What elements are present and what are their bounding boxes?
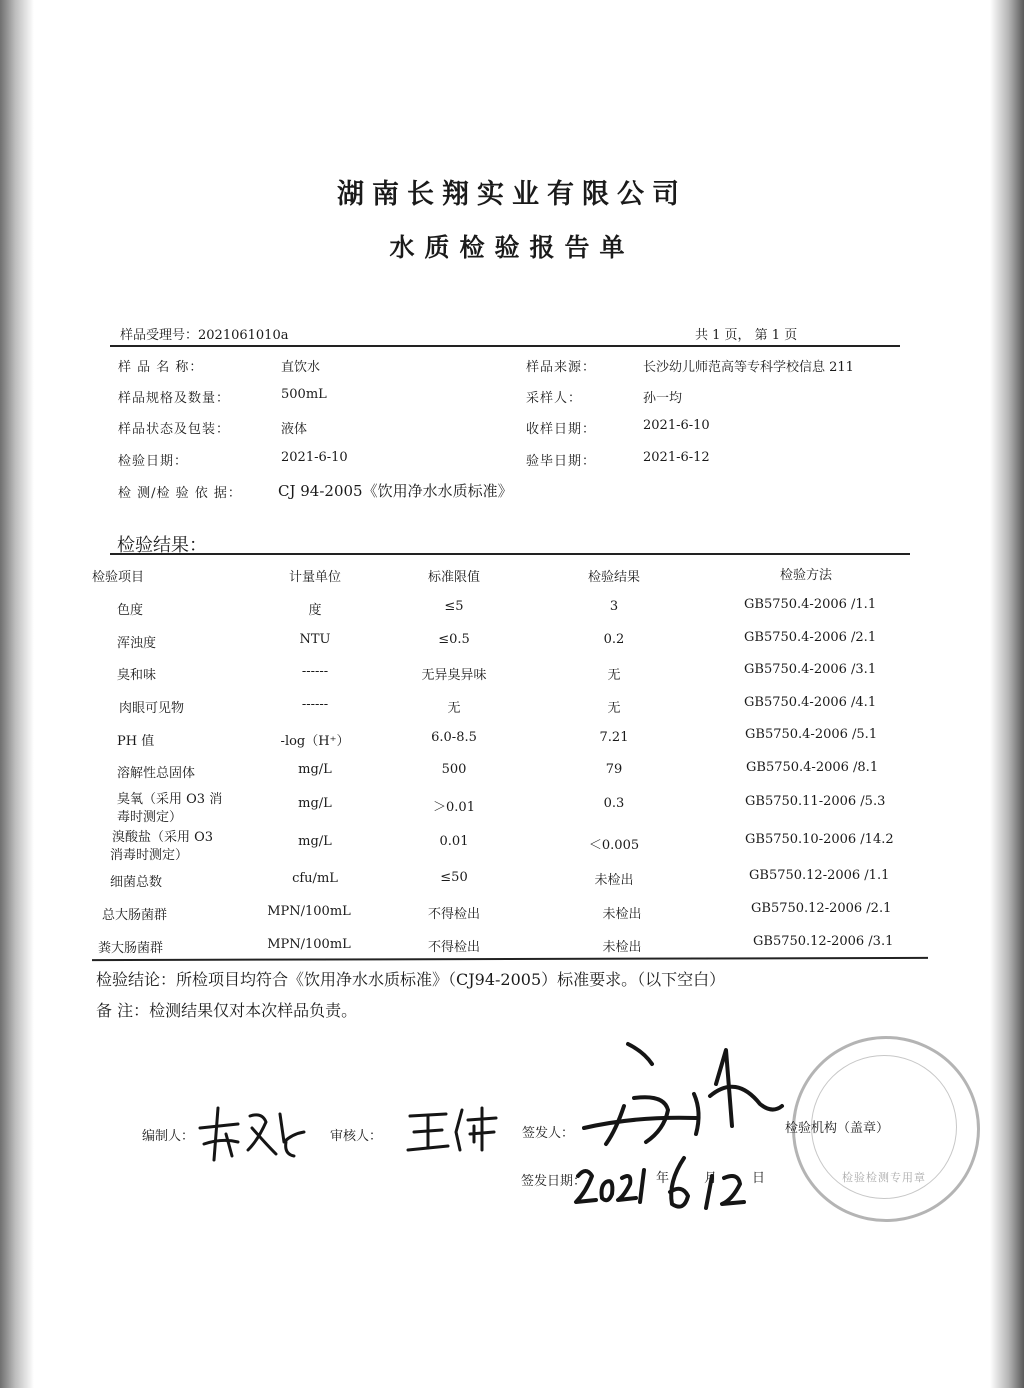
result-item: 色度 (117, 603, 144, 618)
result-item: 肉眼可见物 (119, 701, 185, 716)
issue-date-handwritten (572, 1152, 782, 1222)
result-unit: -log（H⁺） (280, 734, 350, 749)
reviewer-signature (404, 1104, 504, 1156)
test-date-value: 2021-6-10 (281, 450, 348, 465)
result-unit: ------ (301, 697, 329, 712)
result-method: GB5750.4-2006 /4.1 (744, 695, 877, 710)
result-value: 7.21 (599, 730, 629, 745)
sample-name-label: 样 品 名 称： (118, 360, 204, 375)
result-unit: 度 (308, 603, 322, 618)
issue-date-label: 签发日期： (521, 1174, 587, 1189)
result-limit: 无异臭异味 (421, 668, 487, 683)
result-item: 溴酸盐（采用 O3 (112, 830, 214, 845)
col-header-limit: 标准限值 (427, 570, 480, 585)
sample-state-label: 样品状态及包装： (118, 422, 231, 437)
report-title: 水质检验报告单 (389, 233, 635, 262)
result-method: GB5750.12-2006 /3.1 (753, 934, 894, 949)
col-header-result: 检验结果 (587, 570, 640, 585)
result-method: GB5750.4-2006 /2.1 (744, 630, 877, 645)
result-unit: NTU (299, 632, 331, 647)
test-basis-label: 检 测/检 验 依 据： (118, 486, 242, 501)
result-limit: ≤5 (444, 599, 464, 614)
result-value: ＜0.005 (588, 838, 640, 853)
result-limit: 6.0-8.5 (431, 730, 477, 745)
results-bottom-divider (92, 957, 928, 961)
sampler-label: 采样人： (526, 391, 583, 406)
result-limit: ≤0.5 (438, 632, 470, 647)
result-unit: cfu/mL (292, 871, 338, 886)
sample-spec-value: 500mL (281, 387, 327, 402)
result-item-line2: 消毒时测定） (110, 848, 189, 863)
conclusion-text: 检验结论：所检项目均符合《饮用净水水质标准》（CJ94-2005）标准要求。（以下空白） (96, 970, 726, 989)
result-value: 无 (607, 668, 621, 683)
result-method: GB5750.4-2006 /3.1 (744, 662, 877, 677)
result-unit: mg/L (298, 762, 332, 777)
result-value: 无 (607, 701, 621, 716)
page-info: 共 1 页， 第 1 页 (695, 328, 798, 343)
col-header-unit: 计量单位 (288, 570, 341, 585)
test-basis-value: CJ 94-2005《饮用净水水质标准》 (278, 482, 513, 500)
result-limit: ＞0.01 (433, 800, 475, 815)
day-label: 日 (752, 1171, 766, 1186)
sample-source-label: 样品来源： (526, 360, 597, 375)
result-limit: 无 (447, 701, 461, 716)
received-date-label: 收样日期： (526, 422, 597, 437)
finish-date-label: 验毕日期： (526, 454, 597, 469)
results-top-divider (110, 553, 910, 555)
remark-text: 备 注：检测结果仅对本次样品负责。 (96, 1001, 358, 1020)
result-method: GB5750.11-2006 /5.3 (745, 794, 886, 809)
result-unit: mg/L (298, 796, 332, 811)
result-method: GB5750.4-2006 /5.1 (745, 727, 878, 742)
result-item: 粪大肠菌群 (98, 941, 164, 956)
result-value: 3 (609, 599, 619, 614)
result-value: 未检出 (594, 873, 634, 888)
issuer-signature (576, 1034, 786, 1154)
result-method: GB5750.10-2006 /14.2 (745, 832, 894, 847)
reviewer-label: 审核人： (330, 1129, 383, 1144)
result-item: 臭和味 (117, 668, 157, 683)
year-label: 年 (656, 1171, 670, 1186)
sample-state-value: 液体 (281, 422, 308, 437)
result-item: 溶解性总固体 (117, 766, 196, 781)
receipt-number: 样品受理号：2021061010a (120, 328, 289, 343)
result-value: 未检出 (602, 940, 642, 955)
col-header-method: 检验方法 (779, 568, 832, 583)
result-item: PH 值 (117, 734, 155, 749)
result-method: GB5750.4-2006 /8.1 (746, 760, 879, 775)
col-header-item: 检验项目 (91, 570, 144, 585)
result-limit: 0.01 (439, 834, 469, 849)
result-item-line2: 毒时测定） (117, 810, 183, 825)
company-title: 湖南长翔实业有限公司 (337, 179, 687, 210)
result-method: GB5750.12-2006 /1.1 (749, 868, 890, 883)
result-limit: ≤50 (440, 870, 468, 885)
result-value: 0.3 (603, 796, 625, 811)
month-label: 月 (704, 1171, 718, 1186)
test-date-label: 检验日期： (118, 454, 189, 469)
result-unit: MPN/100mL (267, 904, 351, 919)
received-date-value: 2021-6-10 (643, 418, 710, 433)
result-unit: MPN/100mL (267, 937, 351, 952)
result-limit: 500 (441, 762, 467, 777)
result-limit: 不得检出 (427, 907, 480, 922)
sampler-value: 孙一均 (643, 391, 683, 406)
result-unit: ------ (301, 664, 329, 679)
agency-seal-label: 检验机构（盖章） (785, 1121, 890, 1136)
result-value: 0.2 (603, 632, 625, 647)
result-method: GB5750.12-2006 /2.1 (751, 901, 892, 916)
finish-date-value: 2021-6-12 (643, 450, 710, 465)
results-section-title: 检验结果： (117, 535, 207, 556)
result-limit: 不得检出 (427, 940, 480, 955)
sample-name-value: 直饮水 (281, 360, 321, 375)
issuer-label: 签发人： (522, 1126, 575, 1141)
sample-source-value: 长沙幼儿师范高等专科学校信息 211 (643, 360, 854, 375)
result-item: 细菌总数 (110, 875, 163, 890)
compiler-signature (192, 1094, 312, 1166)
result-value: 未检出 (602, 907, 642, 922)
seal-text: 检验检测专用章 (842, 1171, 926, 1184)
result-item: 臭氧（采用 O3 消 (117, 792, 223, 807)
result-value: 79 (605, 762, 623, 777)
header-divider (110, 345, 900, 347)
result-item: 总大肠菌群 (102, 908, 168, 923)
result-method: GB5750.4-2006 /1.1 (744, 597, 877, 612)
result-unit: mg/L (298, 834, 332, 849)
sample-spec-label: 样品规格及数量： (118, 391, 231, 406)
compiler-label: 编制人： (142, 1129, 195, 1144)
result-item: 浑浊度 (117, 636, 157, 651)
